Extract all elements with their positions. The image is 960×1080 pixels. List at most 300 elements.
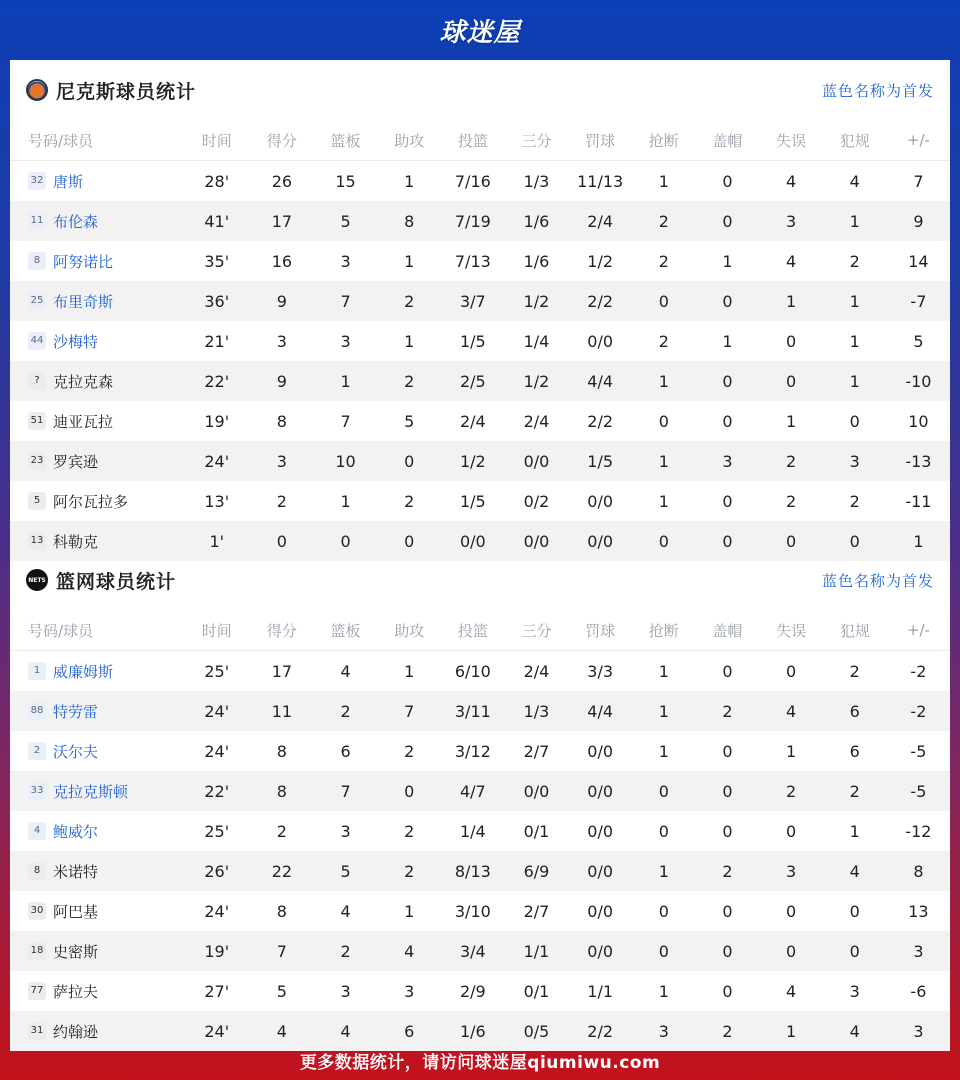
- jersey-number-badge: 32: [28, 172, 46, 190]
- stat-field-goals: 6/10: [454, 661, 491, 681]
- stat-points: 4: [250, 1011, 313, 1051]
- player-cell: [10, 931, 183, 971]
- stat-fouls: 4: [849, 171, 860, 191]
- column-header-field-goals: 投篮: [441, 610, 505, 651]
- stat-free-throws: 0/0: [568, 931, 632, 971]
- stat-rebounds: 10: [313, 441, 377, 481]
- stat-rebounds: 3: [340, 331, 351, 351]
- stats-panel: [10, 60, 950, 1040]
- stat-fouls: 0: [823, 931, 887, 971]
- player-name-link[interactable]: 阿努诺比: [53, 252, 114, 271]
- stat-fouls: 1: [823, 281, 887, 321]
- stat-steals: 0: [658, 411, 669, 431]
- stat-assists: 7: [378, 691, 441, 731]
- footer-link[interactable]: 更多数据统计，请访问球迷屋qiumiwu.com: [299, 1052, 661, 1073]
- stat-fouls: 6: [823, 691, 887, 731]
- stat-rebounds: 15: [335, 171, 356, 191]
- stat-steals: 1: [632, 441, 695, 481]
- stat-minutes: 24': [183, 691, 250, 731]
- stat-turnovers: 1: [785, 741, 797, 761]
- stat-assists: 3: [404, 981, 415, 1001]
- column-header-plus-minus: +/-: [887, 120, 950, 161]
- column-header-blocks: 盖帽: [695, 120, 759, 161]
- stat-turnovers: 2: [785, 491, 797, 511]
- stat-blocks: 0: [722, 821, 733, 841]
- player-cell: [10, 811, 183, 851]
- stat-plus-minus: 9: [887, 201, 950, 241]
- player-cell: [10, 281, 183, 321]
- jersey-number-badge: 31: [28, 1022, 46, 1040]
- column-header-fouls: 犯规: [823, 120, 887, 161]
- stat-three-pointers: 0/0: [505, 441, 568, 481]
- stat-points: 9: [250, 361, 313, 401]
- column-header-blocks: 盖帽: [695, 610, 759, 651]
- table-row: [10, 161, 950, 202]
- stat-points: 3: [250, 441, 313, 481]
- column-header-minutes: 时间: [183, 120, 250, 161]
- player-cell: [10, 971, 183, 1011]
- stat-free-throws: 2/4: [568, 201, 632, 241]
- stat-steals: 2: [658, 251, 669, 271]
- stat-steals: 1: [632, 851, 695, 891]
- stat-three-pointers: 1/4: [523, 331, 550, 351]
- player-cell: [10, 691, 183, 731]
- stat-rebounds: 0: [313, 521, 377, 561]
- stat-three-pointers: 1/3: [523, 171, 550, 191]
- player-name-link[interactable]: 沙梅特: [53, 332, 99, 351]
- column-header-assists: 助攻: [378, 120, 441, 161]
- stat-assists: 0: [378, 441, 441, 481]
- team-section-knicks: [10, 60, 950, 561]
- stat-free-throws: 2/2: [568, 281, 632, 321]
- stat-fouls: 0: [849, 411, 860, 431]
- stat-three-pointers: 1/6: [505, 201, 568, 241]
- stat-turnovers: 0: [760, 931, 823, 971]
- stat-field-goals: 3/10: [454, 901, 491, 921]
- stat-points: 16: [271, 251, 293, 271]
- player-name-link: 约翰逊: [53, 1022, 99, 1041]
- stat-plus-minus: 3: [887, 1011, 950, 1051]
- stat-blocks: 3: [695, 441, 759, 481]
- stat-turnovers: 0: [785, 901, 797, 921]
- stat-rebounds: 2: [313, 691, 377, 731]
- stat-field-goals: 3/11: [441, 691, 505, 731]
- stat-plus-minus: -7: [887, 281, 950, 321]
- stat-turnovers: 3: [760, 851, 823, 891]
- stat-steals: 1: [632, 361, 695, 401]
- stat-field-goals: 2/4: [459, 411, 486, 431]
- stat-fouls: 1: [823, 361, 887, 401]
- stat-field-goals: 2/5: [441, 361, 505, 401]
- jersey-number-badge: 25: [28, 292, 46, 310]
- starter-legend: 蓝色名称为首发: [821, 81, 934, 100]
- stat-blocks: 2: [695, 851, 759, 891]
- stat-free-throws: 11/13: [577, 171, 624, 191]
- stat-points: 3: [276, 331, 287, 351]
- stat-rebounds: 7: [313, 771, 377, 811]
- jersey-number-badge: 23: [28, 452, 46, 470]
- stat-plus-minus: -12: [905, 821, 932, 841]
- team-title: 篮网球员统计: [56, 570, 177, 593]
- table-row: [10, 481, 950, 521]
- stat-minutes: 24': [204, 901, 230, 921]
- column-header-field-goals: 投篮: [441, 120, 505, 161]
- stat-field-goals: 4/7: [441, 771, 505, 811]
- stat-turnovers: 1: [760, 1011, 823, 1051]
- stat-field-goals: 0/0: [441, 521, 505, 561]
- jersey-number-badge: 8: [28, 862, 46, 880]
- stat-plus-minus: -2: [887, 691, 950, 731]
- stat-free-throws: 0/0: [587, 901, 614, 921]
- stat-free-throws: 0/0: [568, 851, 632, 891]
- player-cell: [10, 161, 183, 202]
- stat-minutes: 26': [183, 851, 250, 891]
- jersey-number-badge: 51: [28, 412, 46, 430]
- table-row: [10, 241, 950, 281]
- stat-assists: 2: [404, 741, 415, 761]
- stat-plus-minus: 7: [913, 171, 924, 191]
- table-row: [10, 931, 950, 971]
- table-row: [10, 361, 950, 401]
- stat-assists: 1: [404, 171, 415, 191]
- jersey-number-badge: 77: [28, 982, 46, 1000]
- column-header-turnovers: 失误: [760, 120, 823, 161]
- stat-blocks: 0: [722, 741, 733, 761]
- stat-minutes: 36': [183, 281, 250, 321]
- column-header-fouls: 犯规: [823, 610, 887, 651]
- jersey-number-badge: 2: [28, 742, 46, 760]
- column-header-free-throws: 罚球: [568, 120, 632, 161]
- stat-three-pointers: 1/1: [505, 931, 568, 971]
- stat-blocks: 0: [722, 491, 733, 511]
- stat-fouls: 2: [849, 661, 860, 681]
- stat-plus-minus: -2: [910, 661, 927, 681]
- stat-assists: 0: [378, 521, 441, 561]
- player-name-link[interactable]: 唐斯: [53, 172, 84, 191]
- jersey-number-badge: 33: [28, 782, 46, 800]
- stat-blocks: 0: [722, 981, 733, 1001]
- stat-rebounds: 7: [340, 411, 351, 431]
- stat-points: 7: [250, 931, 313, 971]
- stat-assists: 2: [378, 281, 441, 321]
- stat-free-throws: 4/4: [568, 691, 632, 731]
- stat-three-pointers: 0/0: [505, 771, 568, 811]
- stat-three-pointers: 0/5: [505, 1011, 568, 1051]
- team-header: [10, 60, 950, 120]
- player-cell: [10, 441, 183, 481]
- player-name-link[interactable]: 布里奇斯: [53, 292, 114, 311]
- stat-points: 2: [276, 491, 287, 511]
- player-stats-table: [10, 120, 950, 561]
- player-name-link: 罗宾逊: [53, 452, 99, 471]
- player-stats-table: [10, 610, 950, 1051]
- stat-field-goals: 8/13: [441, 851, 505, 891]
- stat-assists: 1: [404, 901, 415, 921]
- stat-turnovers: 2: [760, 441, 823, 481]
- stat-turnovers: 1: [760, 281, 823, 321]
- stat-plus-minus: -6: [910, 981, 927, 1001]
- stat-assists: 2: [404, 821, 415, 841]
- player-name-link: 迪亚瓦拉: [53, 412, 114, 431]
- column-header-player: 号码/球员: [10, 610, 183, 651]
- stat-blocks: 2: [695, 1011, 759, 1051]
- stat-minutes: 24': [204, 741, 230, 761]
- player-cell: [10, 321, 183, 361]
- stat-free-throws: 1/5: [568, 441, 632, 481]
- stat-assists: 0: [378, 771, 441, 811]
- stat-field-goals: 3/12: [454, 741, 491, 761]
- stat-turnovers: 0: [760, 361, 823, 401]
- stat-free-throws: 1/1: [587, 981, 614, 1001]
- stat-assists: 1: [404, 661, 415, 681]
- table-row: [10, 811, 950, 851]
- player-name-link: 萨拉夫: [53, 982, 99, 1001]
- stat-field-goals: 1/5: [459, 491, 486, 511]
- column-header-steals: 抢断: [632, 610, 695, 651]
- stat-turnovers: 4: [760, 691, 823, 731]
- stat-blocks: 0: [695, 201, 759, 241]
- stat-three-pointers: 2/4: [523, 411, 550, 431]
- stat-free-throws: 3/3: [587, 661, 614, 681]
- stat-rebounds: 3: [340, 821, 351, 841]
- stat-three-pointers: 0/2: [523, 491, 550, 511]
- player-name-link[interactable]: 克拉克斯顿: [53, 782, 129, 801]
- stat-minutes: 1': [183, 521, 250, 561]
- stat-rebounds: 7: [313, 281, 377, 321]
- stat-points: 11: [250, 691, 313, 731]
- stat-rebounds: 5: [313, 201, 377, 241]
- jersey-number-badge: 1: [28, 662, 46, 680]
- stat-fouls: 2: [849, 491, 860, 511]
- team-header: [10, 550, 950, 610]
- stat-steals: 1: [658, 981, 669, 1001]
- stat-fouls: 4: [823, 1011, 887, 1051]
- stat-three-pointers: 0/0: [505, 521, 568, 561]
- stat-plus-minus: -10: [887, 361, 950, 401]
- stat-turnovers: 4: [785, 981, 797, 1001]
- stat-turnovers: 0: [760, 521, 823, 561]
- table-row: [10, 201, 950, 241]
- stat-rebounds: 5: [313, 851, 377, 891]
- stat-steals: 0: [632, 931, 695, 971]
- stat-turnovers: 3: [760, 201, 823, 241]
- stat-blocks: 0: [722, 901, 733, 921]
- team-section-nets: [10, 550, 950, 1051]
- player-cell: [10, 851, 183, 891]
- stat-assists: 2: [404, 491, 415, 511]
- stat-minutes: 28': [204, 171, 230, 191]
- stat-fouls: 2: [849, 251, 860, 271]
- stat-points: 26: [271, 171, 293, 191]
- column-header-rebounds: 篮板: [313, 610, 377, 651]
- stat-free-throws: 0/0: [587, 741, 614, 761]
- stat-fouls: 0: [849, 901, 860, 921]
- stat-points: 8: [276, 411, 287, 431]
- stat-blocks: 0: [695, 281, 759, 321]
- stat-assists: 5: [404, 411, 415, 431]
- stat-turnovers: 1: [785, 411, 797, 431]
- stat-minutes: 19': [183, 931, 250, 971]
- stat-points: 8: [276, 741, 287, 761]
- stat-steals: 1: [658, 661, 669, 681]
- stat-blocks: 0: [722, 661, 733, 681]
- stat-three-pointers: 1/2: [505, 361, 568, 401]
- player-cell: [10, 361, 183, 401]
- stat-assists: 2: [378, 361, 441, 401]
- jersey-number-badge: 8: [28, 252, 46, 270]
- stat-three-pointers: 2/7: [523, 741, 550, 761]
- stat-free-throws: 0/0: [587, 491, 614, 511]
- stat-blocks: 0: [695, 931, 759, 971]
- player-cell: [10, 771, 183, 811]
- player-name-link: 科勒克: [53, 532, 99, 551]
- stat-blocks: 0: [722, 411, 733, 431]
- stat-fouls: 6: [849, 741, 860, 761]
- stat-points: 22: [250, 851, 313, 891]
- stat-fouls: 1: [849, 821, 860, 841]
- stat-free-throws: 2/2: [568, 1011, 632, 1051]
- stat-steals: 2: [632, 201, 695, 241]
- stat-three-pointers: 1/6: [523, 251, 550, 271]
- player-name-link[interactable]: 威廉姆斯: [53, 662, 114, 681]
- player-cell: [10, 731, 183, 771]
- stat-steals: 0: [632, 281, 695, 321]
- stat-plus-minus: 8: [887, 851, 950, 891]
- stat-fouls: 3: [849, 981, 860, 1001]
- stat-steals: 1: [658, 171, 669, 191]
- stat-blocks: 1: [722, 251, 733, 271]
- stat-fouls: 0: [823, 521, 887, 561]
- stat-blocks: 0: [695, 361, 759, 401]
- table-row: [10, 401, 950, 441]
- stat-minutes: 22': [183, 361, 250, 401]
- jersey-number-badge: 44: [28, 332, 46, 350]
- stat-rebounds: 3: [340, 981, 351, 1001]
- jersey-number-badge: 4: [28, 822, 46, 840]
- column-header-steals: 抢断: [632, 120, 695, 161]
- stat-field-goals: 2/9: [459, 981, 486, 1001]
- stat-field-goals: 1/5: [459, 331, 486, 351]
- player-cell: [10, 891, 183, 931]
- stat-blocks: 0: [695, 521, 759, 561]
- stat-field-goals: 1/2: [441, 441, 505, 481]
- player-name-link[interactable]: 鲍威尔: [53, 822, 99, 841]
- stat-steals: 2: [658, 331, 669, 351]
- stat-field-goals: 1/6: [441, 1011, 505, 1051]
- column-header-assists: 助攻: [378, 610, 441, 651]
- stat-minutes: 41': [183, 201, 250, 241]
- column-header-three-pointers: 三分: [505, 120, 568, 161]
- jersey-number-badge: 18: [28, 942, 46, 960]
- stat-assists: 2: [378, 851, 441, 891]
- stat-free-throws: 0/0: [587, 821, 614, 841]
- stat-turnovers: 4: [785, 251, 797, 271]
- stat-points: 9: [250, 281, 313, 321]
- stat-turnovers: 0: [785, 821, 797, 841]
- jersey-number-badge: 30: [28, 902, 46, 920]
- stat-three-pointers: 1/2: [505, 281, 568, 321]
- stat-fouls: 4: [823, 851, 887, 891]
- brand-header: [0, 0, 960, 60]
- stat-field-goals: 7/16: [454, 171, 491, 191]
- jersey-number-badge: 11: [28, 212, 46, 230]
- stat-minutes: 24': [183, 441, 250, 481]
- player-name-link[interactable]: 特劳雷: [53, 702, 99, 721]
- column-header-player: 号码/球员: [10, 120, 183, 161]
- stat-points: 0: [250, 521, 313, 561]
- stat-field-goals: 3/7: [441, 281, 505, 321]
- stat-minutes: 19': [204, 411, 230, 431]
- stat-assists: 1: [404, 331, 415, 351]
- stat-turnovers: 0: [785, 331, 797, 351]
- table-row: [10, 731, 950, 771]
- stat-plus-minus: 1: [887, 521, 950, 561]
- stat-plus-minus: 13: [908, 901, 929, 921]
- stat-blocks: 0: [695, 771, 759, 811]
- table-row: [10, 321, 950, 361]
- stat-steals: 0: [632, 521, 695, 561]
- column-header-free-throws: 罚球: [568, 610, 632, 651]
- stat-blocks: 1: [722, 331, 733, 351]
- stat-free-throws: 2/2: [587, 411, 614, 431]
- stat-minutes: 25': [204, 661, 230, 681]
- knicks-logo-icon: [26, 79, 48, 101]
- stat-three-pointers: 6/9: [505, 851, 568, 891]
- stat-fouls: 3: [823, 441, 887, 481]
- stat-steals: 3: [632, 1011, 695, 1051]
- stat-blocks: 2: [695, 691, 759, 731]
- player-name-link[interactable]: 沃尔夫: [53, 742, 99, 761]
- table-row: [10, 971, 950, 1011]
- stat-rebounds: 1: [313, 361, 377, 401]
- stat-three-pointers: 1/3: [505, 691, 568, 731]
- stat-plus-minus: -13: [887, 441, 950, 481]
- stat-plus-minus: 10: [908, 411, 929, 431]
- stat-field-goals: 1/4: [459, 821, 486, 841]
- stat-free-throws: 0/0: [587, 331, 614, 351]
- table-row: [10, 891, 950, 931]
- stat-minutes: 27': [204, 981, 230, 1001]
- brand-logo: 球迷屋: [439, 17, 521, 48]
- stat-field-goals: 7/19: [441, 201, 505, 241]
- stat-steals: 0: [658, 821, 669, 841]
- stat-free-throws: 0/0: [568, 521, 632, 561]
- stat-three-pointers: 0/1: [523, 821, 550, 841]
- stat-plus-minus: -5: [887, 771, 950, 811]
- player-name-link[interactable]: 布伦森: [53, 212, 99, 231]
- jersey-number-badge: ?: [28, 372, 46, 390]
- stat-points: 5: [276, 981, 287, 1001]
- stat-three-pointers: 2/7: [523, 901, 550, 921]
- jersey-number-badge: 5: [28, 492, 46, 510]
- player-name-link: 米诺特: [53, 862, 99, 881]
- stat-field-goals: 3/4: [441, 931, 505, 971]
- stat-minutes: 21': [204, 331, 230, 351]
- table-header-row: [10, 120, 950, 161]
- player-cell: [10, 481, 183, 521]
- stat-three-pointers: 0/1: [523, 981, 550, 1001]
- stat-points: 17: [271, 661, 293, 681]
- column-header-three-pointers: 三分: [505, 610, 568, 651]
- stat-three-pointers: 2/4: [523, 661, 550, 681]
- stat-minutes: 25': [204, 821, 230, 841]
- column-header-points: 得分: [250, 610, 313, 651]
- stat-plus-minus: 5: [913, 331, 924, 351]
- column-header-turnovers: 失误: [760, 610, 823, 651]
- stat-plus-minus: 14: [908, 251, 929, 271]
- stat-steals: 0: [658, 901, 669, 921]
- stat-fouls: 1: [823, 201, 887, 241]
